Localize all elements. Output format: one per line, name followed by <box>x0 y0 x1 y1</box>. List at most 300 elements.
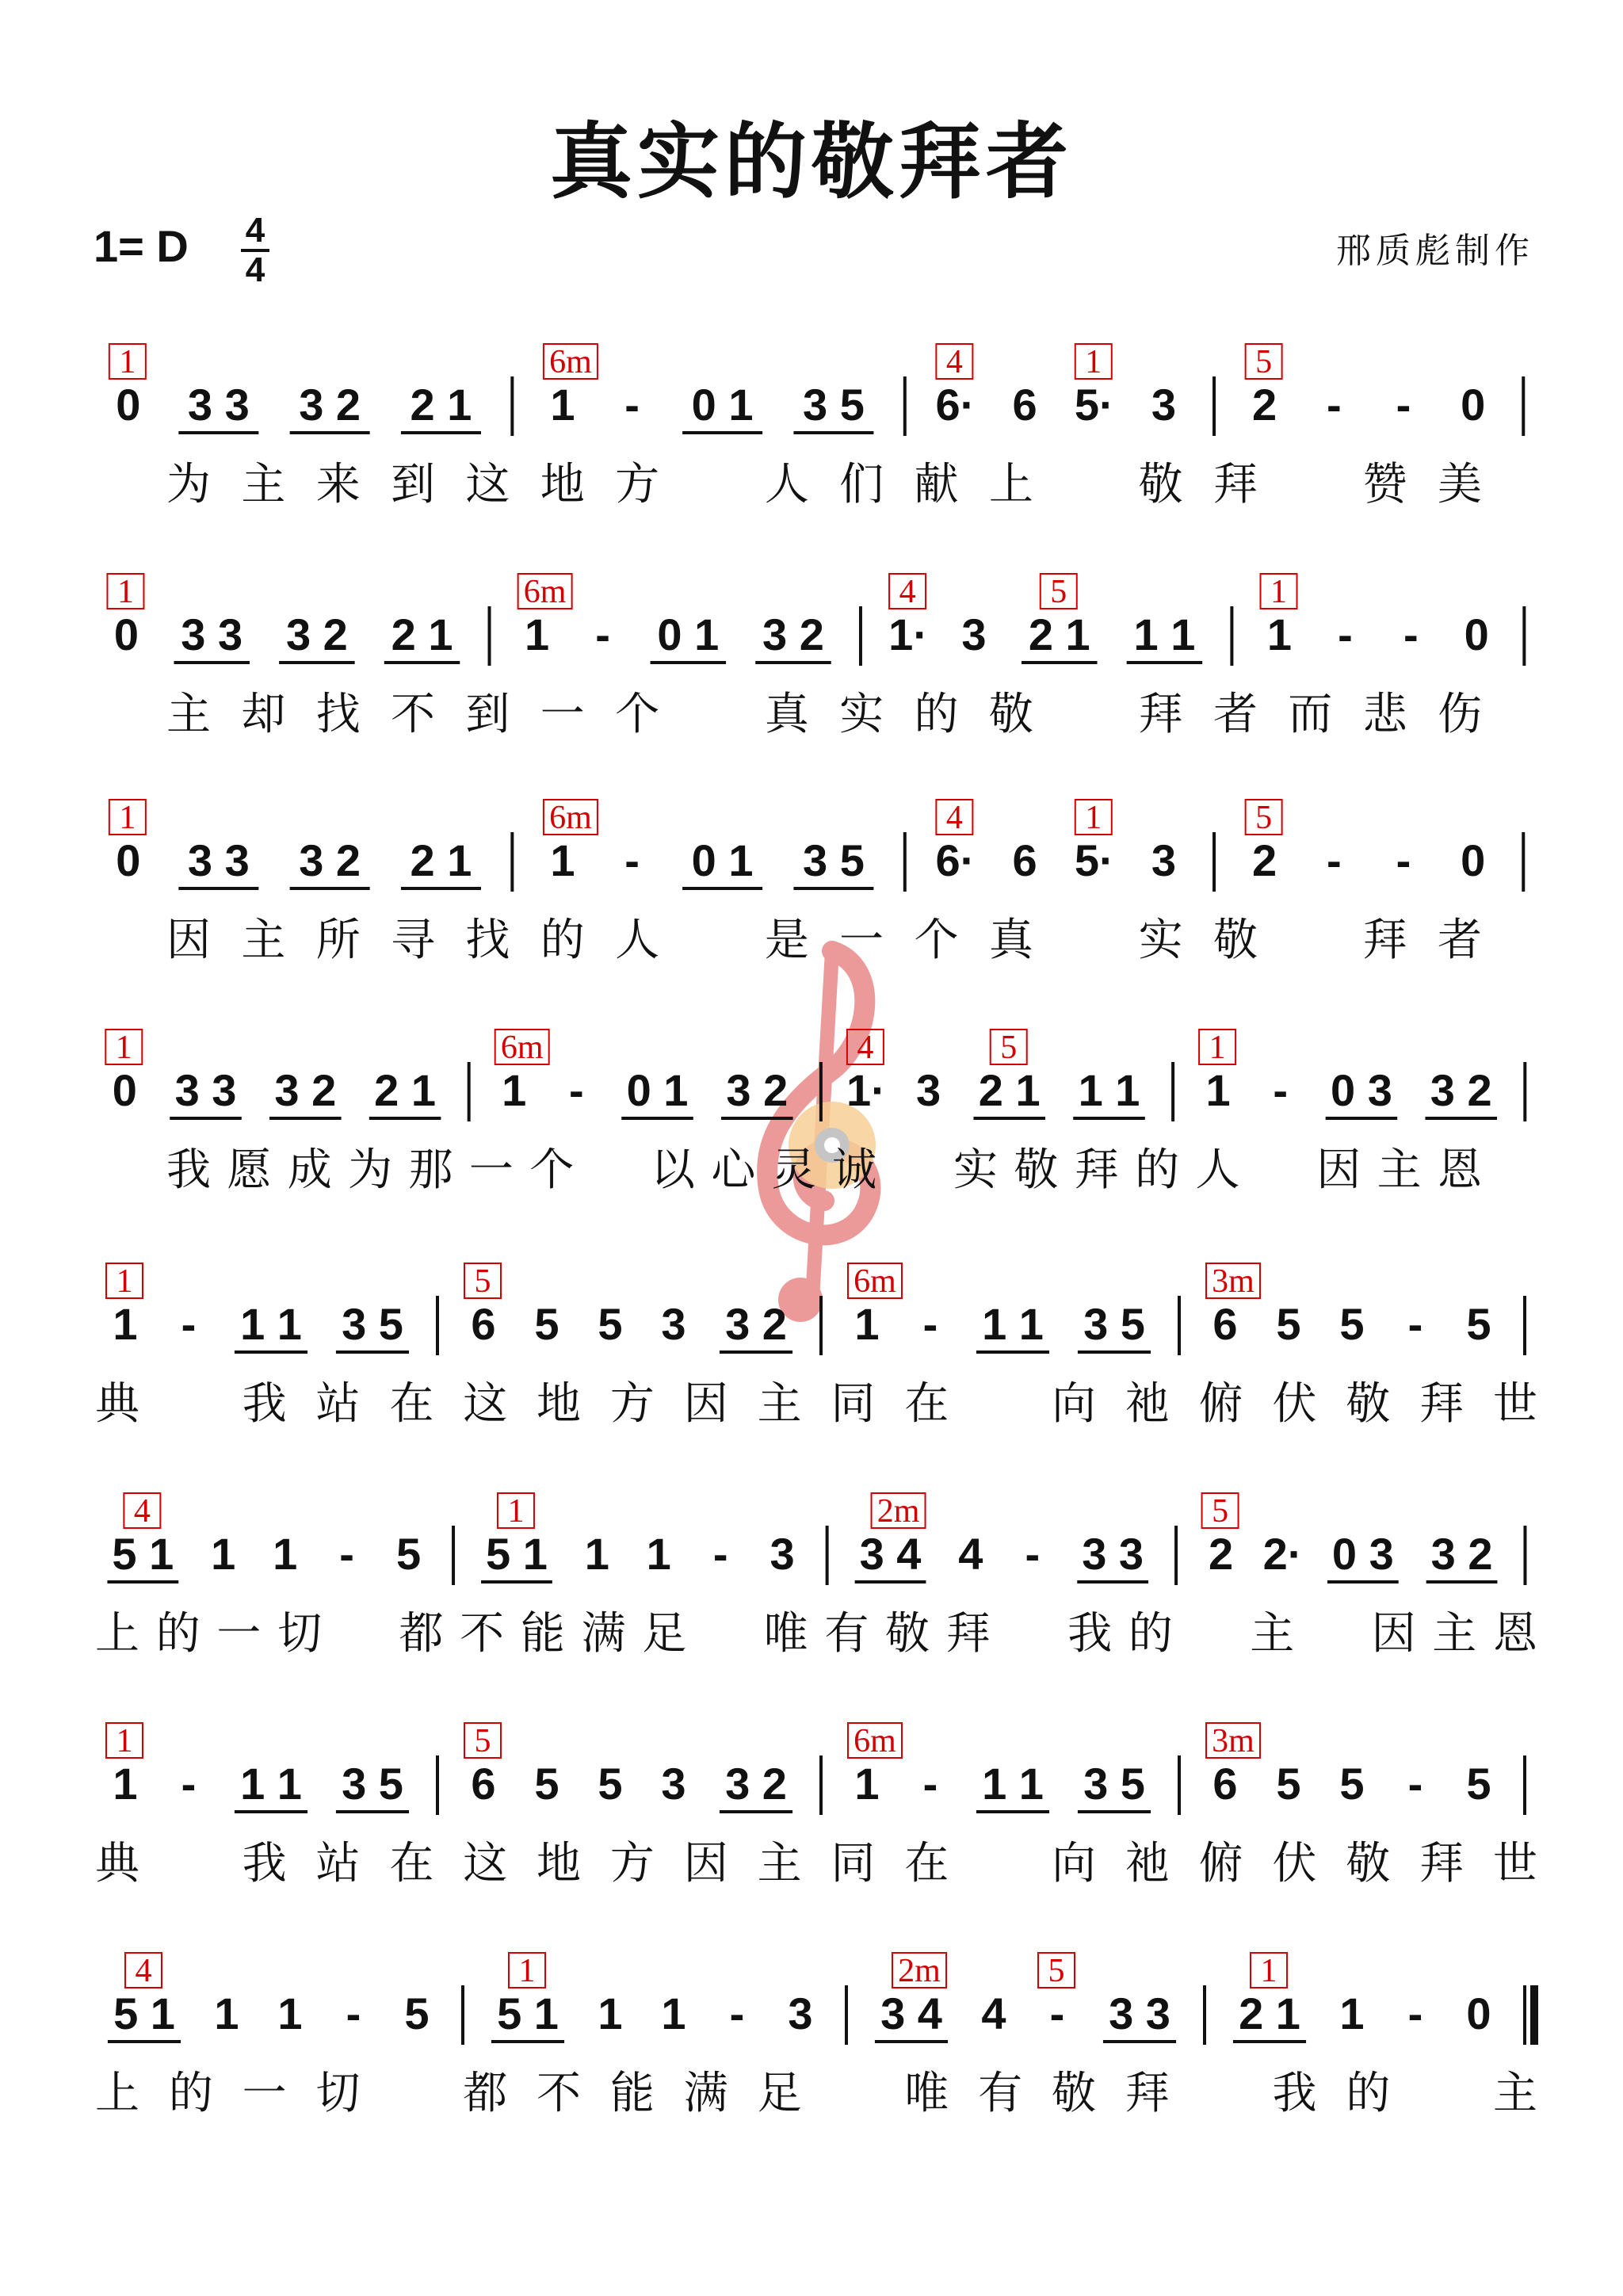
note: - <box>1407 1299 1423 1349</box>
lyric-char: 地 <box>540 459 585 510</box>
lyric-char: 个 <box>615 689 660 740</box>
lyric-char: 上 <box>988 459 1033 510</box>
lyric-char: 满 <box>683 2068 728 2119</box>
lyric-char: 俯 <box>1198 1378 1243 1430</box>
lyric-char: 世 <box>1493 1838 1537 1889</box>
lyric-char: 找 <box>315 689 361 740</box>
note: 1 <box>550 835 575 885</box>
chord-label: 5 <box>1048 1953 1065 1989</box>
chord-label: 4 <box>945 344 963 380</box>
note: 3 2 <box>725 1299 787 1349</box>
lyric-char: 这 <box>463 1838 508 1889</box>
lyric-char: 上 <box>95 1608 139 1660</box>
note: 1 1 <box>982 1759 1044 1809</box>
lyric-char: 那 <box>408 1144 453 1196</box>
note: - <box>181 1299 197 1349</box>
note: 3 2 <box>762 609 824 659</box>
time-signature-bottom: 4 <box>245 250 265 289</box>
chord-label: 6m <box>549 800 592 836</box>
lyric-char: 唯 <box>763 1608 808 1660</box>
key-signature: 1= D <box>94 221 189 271</box>
note: 5 1 <box>112 1529 174 1579</box>
note: 3 3 <box>1109 1988 1170 2038</box>
lyric-char: 敬 <box>1346 1838 1391 1889</box>
lyric-char: 主 <box>1432 1608 1477 1660</box>
chord-label: 4 <box>945 800 963 836</box>
chord-label: 2m <box>876 1493 920 1530</box>
note: 3 <box>661 1759 686 1809</box>
note: 0 3 <box>1331 1065 1392 1115</box>
lyric-char: 一 <box>216 1608 262 1660</box>
note: - <box>346 1988 361 2038</box>
note: 1 <box>584 1529 609 1579</box>
lyric-char: 能 <box>609 2068 655 2119</box>
note: 0 <box>1466 1988 1491 2038</box>
note: 3 3 <box>1082 1529 1144 1579</box>
note: 3 2 <box>725 1759 787 1809</box>
lyric-char: 心 <box>711 1144 756 1196</box>
chord-label: 6m <box>854 1723 896 1759</box>
note: 5 <box>1339 1299 1365 1349</box>
lyric-char: 敬 <box>1051 2068 1096 2119</box>
lyric-char: 真 <box>988 915 1033 966</box>
note: 1 <box>273 1529 298 1579</box>
lyric-char: 在 <box>389 1838 434 1889</box>
lyric-char: 因 <box>683 1838 728 1889</box>
time-signature-top: 4 <box>245 211 265 250</box>
note: 1 1 <box>1133 609 1196 659</box>
lyric-char: 一 <box>839 915 884 966</box>
note: - <box>568 1065 584 1115</box>
note: 1 <box>1266 609 1293 659</box>
note: 1 1 <box>240 1299 302 1349</box>
lyric-char: 同 <box>831 1378 876 1430</box>
note: - <box>729 1988 745 2038</box>
chord-label: 4 <box>857 1030 874 1066</box>
lyric-char: 方 <box>609 1378 655 1430</box>
lyric-char: 主 <box>1377 1144 1422 1196</box>
lyric-char: 世 <box>1493 1378 1537 1430</box>
lyric-char: 美 <box>1438 459 1482 510</box>
chord-label: 4 <box>899 574 916 610</box>
lyric-char: 个 <box>914 915 959 966</box>
note: 6 <box>1212 1759 1238 1809</box>
lyric-char: 敬 <box>1212 915 1258 966</box>
lyric-char: 献 <box>914 459 959 510</box>
lyric-char: 实 <box>1138 915 1183 966</box>
chord-label: 1 <box>1209 1030 1226 1066</box>
note: 3 <box>915 1065 941 1115</box>
note: 0 <box>1464 609 1489 659</box>
note: - <box>181 1759 197 1809</box>
lyric-char: 拜 <box>1362 915 1407 966</box>
lyric-char: 为 <box>166 459 211 510</box>
lyric-char: 们 <box>839 459 884 510</box>
note: 1 <box>550 380 575 430</box>
lyric-char: 切 <box>315 2068 361 2119</box>
lyric-char: 不 <box>537 2068 582 2119</box>
lyric-char: 敬 <box>1138 459 1183 510</box>
note: 5 <box>1339 1759 1365 1809</box>
note: - <box>1407 1759 1423 1809</box>
note: 3 <box>661 1299 686 1349</box>
lyric-char: 有 <box>978 2068 1023 2119</box>
note: 6· <box>935 835 976 885</box>
note: 5· <box>1074 380 1114 430</box>
lyric-char: 诚 <box>832 1144 877 1196</box>
note: 3 2 <box>1430 1529 1493 1579</box>
lyric-char: 这 <box>463 1378 508 1430</box>
lyric-char: 典 <box>95 1838 139 1889</box>
note: 3 4 <box>880 1988 942 2038</box>
lyric-char: 我 <box>242 1378 287 1430</box>
author-credit: 邢质彪制作 <box>1336 231 1534 271</box>
note: - <box>1025 1529 1041 1579</box>
lyric-char: 向 <box>1051 1378 1096 1430</box>
note: - <box>1273 1065 1289 1115</box>
note: 1 1 <box>240 1759 302 1809</box>
note: 3 2 <box>285 609 348 659</box>
note: 3 3 <box>174 1065 237 1115</box>
lyric-char: 主 <box>241 915 286 966</box>
lyric-char: 拜 <box>1419 1838 1465 1889</box>
chord-label: 3m <box>1212 1723 1254 1759</box>
lyric-char: 足 <box>642 1608 687 1660</box>
note: 0 <box>112 1065 137 1115</box>
chord-label: 5 <box>1050 574 1067 610</box>
lyric-char: 一 <box>242 2068 287 2119</box>
note: 5 <box>598 1299 623 1349</box>
chord-label: 6m <box>500 1030 544 1066</box>
note: 4 <box>981 1988 1006 2038</box>
note: - <box>1326 380 1342 430</box>
note: 3 2 <box>299 380 361 430</box>
chord-label: 5 <box>474 1263 491 1300</box>
note: - <box>595 609 610 659</box>
lyric-char: 拜 <box>1074 1144 1119 1196</box>
note: - <box>624 835 640 885</box>
lyric-char: 都 <box>463 2068 508 2119</box>
note: 1 <box>525 609 550 659</box>
note: 2 <box>1252 835 1277 885</box>
lyric-char: 的 <box>1128 1608 1173 1660</box>
lyric-char: 恩 <box>1438 1144 1482 1196</box>
note: 1 1 <box>1078 1065 1140 1115</box>
chord-label: 6m <box>523 574 567 610</box>
note: 5 <box>534 1299 559 1349</box>
lyric-char: 能 <box>520 1608 565 1660</box>
note: 6 <box>1212 1299 1238 1349</box>
note: 0 1 <box>626 1065 689 1115</box>
note: - <box>1407 1988 1423 2038</box>
note: 5 <box>404 1988 430 2038</box>
note: 0 <box>1461 835 1486 885</box>
lyric-char: 寻 <box>391 915 436 966</box>
note: 1 <box>661 1988 686 2038</box>
lyric-char: 拜 <box>945 1608 991 1660</box>
lyric-char: 而 <box>1288 689 1333 740</box>
chord-label: 1 <box>115 1030 132 1066</box>
note: 3 5 <box>1083 1299 1145 1349</box>
lyric-char: 以 <box>651 1144 696 1196</box>
lyric-char: 这 <box>465 459 510 510</box>
note: 0 <box>113 609 139 659</box>
lyric-char: 主 <box>1493 2068 1537 2119</box>
lyric-char: 伤 <box>1438 689 1482 740</box>
song-title: 真实的敬拜者 <box>549 113 1073 210</box>
lyric-char: 灵 <box>771 1144 816 1196</box>
lyric-char: 足 <box>757 2068 802 2119</box>
lyric-char: 满 <box>581 1608 626 1660</box>
note: 2· <box>1262 1529 1303 1579</box>
lyric-char: 切 <box>277 1608 323 1660</box>
note: 0 <box>116 380 141 430</box>
note: 2 1 <box>410 835 472 885</box>
note: 5 <box>598 1759 623 1809</box>
chord-label: 5 <box>1255 344 1273 380</box>
lyric-char: 个 <box>529 1144 575 1196</box>
note: 3 <box>1151 835 1177 885</box>
lyric-char: 在 <box>389 1378 434 1430</box>
note: 3 <box>788 1988 813 2038</box>
lyric-char: 找 <box>465 915 510 966</box>
chord-label: 2m <box>898 1953 941 1989</box>
chord-label: 5 <box>1000 1030 1018 1066</box>
lyric-char: 站 <box>315 1838 361 1889</box>
lyric-char: 一 <box>468 1144 514 1196</box>
lyric-char: 地 <box>537 1838 582 1889</box>
note: 0 1 <box>691 835 754 885</box>
lyric-char: 敬 <box>988 689 1033 740</box>
lyric-char: 典 <box>95 1378 139 1430</box>
chord-label: 5 <box>474 1723 491 1759</box>
note: 2 1 <box>978 1065 1041 1115</box>
lyric-char: 来 <box>315 459 361 510</box>
chord-label: 6m <box>549 344 592 380</box>
lyric-char: 方 <box>609 1838 655 1889</box>
lyric-char: 的 <box>540 915 585 966</box>
note: 3 <box>769 1529 795 1579</box>
note: - <box>1396 835 1411 885</box>
lyric-char: 地 <box>537 1378 582 1430</box>
note: 5 <box>1276 1299 1301 1349</box>
chord-label: 1 <box>1085 800 1102 836</box>
chord-label: 1 <box>1085 344 1102 380</box>
lyric-char: 因 <box>166 915 211 966</box>
lyric-char: 敬 <box>1014 1144 1059 1196</box>
lyric-char: 的 <box>914 689 959 740</box>
note: - <box>339 1529 354 1579</box>
lyric-char: 恩 <box>1493 1608 1537 1660</box>
note: 4 <box>958 1529 983 1579</box>
note: 3 2 <box>274 1065 337 1115</box>
lyric-char: 的 <box>168 2068 213 2119</box>
note: - <box>1396 380 1411 430</box>
note: 1 <box>502 1065 527 1115</box>
chord-label: 1 <box>119 344 136 380</box>
note: 1 <box>214 1988 239 2038</box>
note: 5· <box>1074 835 1114 885</box>
chord-label: 1 <box>1270 574 1288 610</box>
chord-label: 1 <box>116 1723 133 1759</box>
lyric-char: 拜 <box>1125 2068 1170 2119</box>
chord-label: 1 <box>518 1953 536 1989</box>
note: 2 <box>1208 1529 1234 1579</box>
lyric-char: 站 <box>315 1378 361 1430</box>
note: - <box>922 1299 938 1349</box>
lyric-char: 因 <box>683 1378 728 1430</box>
note: 1 <box>1205 1065 1231 1115</box>
note: 5 <box>1466 1759 1491 1809</box>
lyric-char: 到 <box>465 689 510 740</box>
note: 3 2 <box>1430 1065 1492 1115</box>
note: 3 <box>961 609 987 659</box>
note: - <box>1326 835 1342 885</box>
note: 2 1 <box>1239 1988 1300 2038</box>
lyric-char: 主 <box>241 459 286 510</box>
lyric-char: 伏 <box>1272 1838 1317 1889</box>
lyric-char: 成 <box>287 1144 332 1196</box>
note: 3 5 <box>802 380 865 430</box>
chord-label: 4 <box>133 1493 151 1530</box>
lyric-char: 祂 <box>1125 1838 1170 1889</box>
note: 1 <box>277 1988 303 2038</box>
note: 5 1 <box>497 1988 559 2038</box>
lyric-char: 我 <box>242 1838 287 1889</box>
chord-label: 1 <box>507 1493 525 1530</box>
lyric-char: 的 <box>1346 2068 1391 2119</box>
note: 1· <box>846 1065 886 1115</box>
chord-label: 1 <box>116 574 134 610</box>
note: 0 3 <box>1331 1529 1394 1579</box>
note: 3 3 <box>181 609 243 659</box>
lyric-char: 实 <box>953 1144 998 1196</box>
lyric-char: 人 <box>764 459 809 510</box>
note: 3 3 <box>187 835 250 885</box>
note: - <box>1049 1988 1065 2038</box>
lyric-char: 为 <box>348 1144 393 1196</box>
note: 2 1 <box>410 380 472 430</box>
lyric-char: 赞 <box>1362 459 1407 510</box>
note: 1 <box>854 1299 880 1349</box>
note: - <box>624 380 640 430</box>
lyric-char: 都 <box>399 1608 444 1660</box>
lyric-char: 祂 <box>1125 1378 1170 1430</box>
chord-label: 6m <box>854 1263 896 1300</box>
lyric-char: 因 <box>1316 1144 1361 1196</box>
note: 3 4 <box>859 1529 922 1579</box>
lyric-char: 敬 <box>1346 1378 1391 1430</box>
lyric-char: 上 <box>95 2068 139 2119</box>
lyric-char: 我 <box>1067 1608 1113 1660</box>
lyric-char: 有 <box>824 1608 869 1660</box>
lyric-char: 悲 <box>1362 689 1407 740</box>
note: 5 <box>534 1759 559 1809</box>
note: 1· <box>888 609 928 659</box>
lyric-char: 主 <box>757 1378 802 1430</box>
note: 2 <box>1252 380 1277 430</box>
chord-label: 1 <box>1260 1953 1277 1989</box>
chord-label: 1 <box>119 800 136 836</box>
lyric-char: 因 <box>1371 1608 1416 1660</box>
note: 1 1 <box>982 1299 1044 1349</box>
note: 1 <box>646 1529 671 1579</box>
note: 0 1 <box>691 380 754 430</box>
lyric-char: 唯 <box>904 2068 949 2119</box>
note: 0 <box>116 835 141 885</box>
lyric-char: 不 <box>460 1608 505 1660</box>
lyric-char: 拜 <box>1138 689 1183 740</box>
note: 1 <box>113 1759 138 1809</box>
note: 3 2 <box>726 1065 789 1115</box>
lyric-char: 主 <box>1250 1608 1295 1660</box>
note: - <box>1403 609 1419 659</box>
chord-label: 3m <box>1212 1263 1254 1300</box>
lyric-char: 愿 <box>227 1144 272 1196</box>
note: - <box>712 1529 728 1579</box>
lyric-char: 方 <box>615 459 660 510</box>
lyric-char: 所 <box>315 915 361 966</box>
note: 6 <box>1012 835 1037 885</box>
lyric-char: 者 <box>1212 689 1258 740</box>
note: 3 <box>1151 380 1177 430</box>
lyric-char: 在 <box>904 1378 949 1430</box>
note: 3 2 <box>299 835 361 885</box>
lyric-char: 我 <box>1272 2068 1317 2119</box>
note: - <box>922 1759 938 1809</box>
note: 1 <box>598 1988 623 2038</box>
lyric-char: 人 <box>1195 1144 1240 1196</box>
chord-label: 4 <box>135 1953 152 1989</box>
note: 6 <box>1012 380 1037 430</box>
lyric-char: 人 <box>615 915 660 966</box>
note: 3 5 <box>802 835 865 885</box>
note: 2 1 <box>391 609 453 659</box>
note: 1 <box>211 1529 236 1579</box>
note: 6 <box>471 1299 496 1349</box>
lyric-char: 同 <box>831 1838 876 1889</box>
note: 3 5 <box>342 1759 403 1809</box>
lyric-char: 的 <box>155 1608 200 1660</box>
lyric-char: 实 <box>839 689 884 740</box>
lyric-char: 向 <box>1051 1838 1096 1889</box>
lyric-char: 的 <box>1135 1144 1180 1196</box>
lyric-char: 到 <box>391 459 436 510</box>
note: 1 <box>854 1759 880 1809</box>
note: 0 1 <box>657 609 720 659</box>
lyric-char: 一 <box>540 689 585 740</box>
lyric-char: 主 <box>166 689 211 740</box>
note: 3 3 <box>187 380 250 430</box>
lyric-char: 在 <box>904 1838 949 1889</box>
note: 3 5 <box>1083 1759 1145 1809</box>
note: 5 <box>1466 1299 1491 1349</box>
note: 5 <box>1276 1759 1301 1809</box>
lyric-char: 我 <box>166 1144 211 1196</box>
lyric-char: 拜 <box>1212 459 1258 510</box>
note: 1 <box>113 1299 138 1349</box>
note: 6· <box>935 380 976 430</box>
lyric-char: 主 <box>757 1838 802 1889</box>
lyric-char: 是 <box>764 915 809 966</box>
chord-label: 5 <box>1212 1493 1229 1530</box>
lyric-char: 不 <box>391 689 436 740</box>
chord-label: 1 <box>116 1263 133 1300</box>
note: 0 <box>1461 380 1486 430</box>
chord-label: 5 <box>1255 800 1273 836</box>
note: - <box>1338 609 1353 659</box>
note: 5 1 <box>486 1529 548 1579</box>
